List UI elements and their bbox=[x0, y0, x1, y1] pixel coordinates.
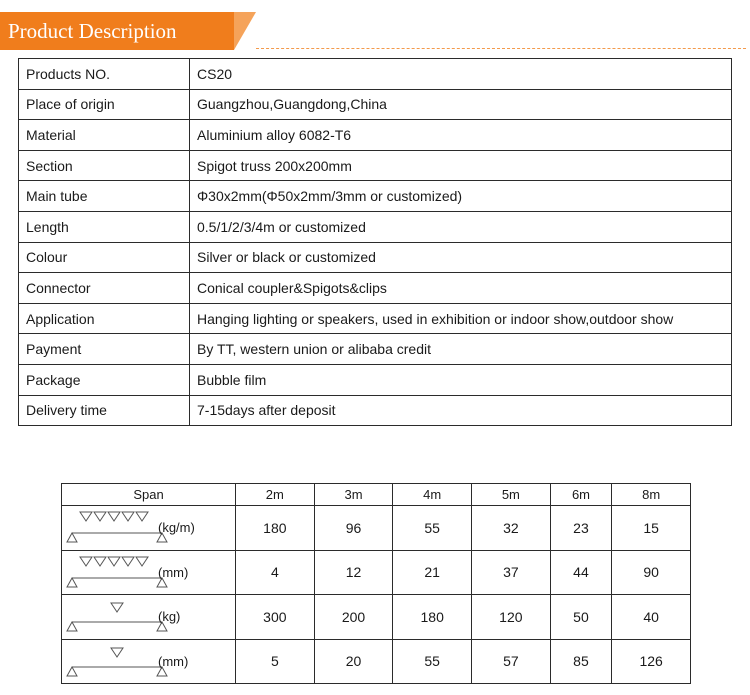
load-value: 180 bbox=[393, 595, 472, 640]
load-row bbox=[62, 550, 691, 595]
spec-label: Main tube bbox=[19, 181, 190, 212]
spec-value: 7-15days after deposit bbox=[190, 395, 732, 426]
load-value: 4 bbox=[236, 550, 315, 595]
span-column-header: 3m bbox=[314, 484, 393, 506]
spec-value: By TT, western union or alibaba credit bbox=[190, 334, 732, 365]
load-value: 85 bbox=[550, 639, 612, 684]
load-value: 5 bbox=[236, 639, 315, 684]
load-unit: (mm) bbox=[158, 564, 189, 580]
load-unit: (mm) bbox=[158, 653, 189, 669]
load-row bbox=[62, 506, 691, 551]
load-unit: (kg) bbox=[158, 609, 181, 624]
spec-row bbox=[19, 150, 732, 181]
spec-row bbox=[19, 334, 732, 365]
spec-value: 0.5/1/2/3/4m or customized bbox=[190, 211, 732, 242]
load-value: 40 bbox=[612, 595, 691, 640]
span-column-header: 6m bbox=[550, 484, 612, 506]
spec-value: Conical coupler&Spigots&clips bbox=[190, 273, 732, 304]
load-value: 90 bbox=[612, 550, 691, 595]
span-header: Span bbox=[62, 484, 236, 506]
spec-label: Package bbox=[19, 364, 190, 395]
spec-label: Length bbox=[19, 211, 190, 242]
span-column-header: 5m bbox=[472, 484, 551, 506]
load-value: 200 bbox=[314, 595, 393, 640]
spec-row bbox=[19, 181, 732, 212]
spec-row bbox=[19, 211, 732, 242]
load-value: 55 bbox=[393, 639, 472, 684]
load-type-cell bbox=[62, 639, 236, 684]
load-row bbox=[62, 639, 691, 684]
load-value: 37 bbox=[472, 550, 551, 595]
spec-label: Section bbox=[19, 150, 190, 181]
load-header-row bbox=[62, 484, 691, 506]
load-value: 57 bbox=[472, 639, 551, 684]
load-value: 21 bbox=[393, 550, 472, 595]
spec-table bbox=[18, 58, 732, 426]
section-header bbox=[0, 0, 750, 58]
spec-value: Spigot truss 200x200mm bbox=[190, 150, 732, 181]
load-type-cell bbox=[62, 595, 236, 640]
spec-value: Φ30x2mm(Φ50x2mm/3mm or customized) bbox=[190, 181, 732, 212]
load-value: 50 bbox=[550, 595, 612, 640]
load-value: 126 bbox=[612, 639, 691, 684]
spec-value: Silver or black or customized bbox=[190, 242, 732, 273]
load-unit: (kg/m) bbox=[158, 520, 195, 535]
spec-row bbox=[19, 273, 732, 304]
load-value: 120 bbox=[472, 595, 551, 640]
load-value: 12 bbox=[314, 550, 393, 595]
spec-label: Colour bbox=[19, 242, 190, 273]
spec-row bbox=[19, 364, 732, 395]
spec-label: Products NO. bbox=[19, 59, 190, 90]
spec-value: Hanging lighting or speakers, used in exhibition or indoor show,outdoor show bbox=[190, 303, 732, 334]
load-table bbox=[61, 483, 691, 684]
load-value: 180 bbox=[236, 506, 315, 551]
span-column-header: 8m bbox=[612, 484, 691, 506]
load-value: 44 bbox=[550, 550, 612, 595]
load-type-cell bbox=[62, 550, 236, 595]
spec-label: Material bbox=[19, 120, 190, 151]
spec-row bbox=[19, 120, 732, 151]
spec-row bbox=[19, 395, 732, 426]
spec-row bbox=[19, 89, 732, 120]
load-value: 23 bbox=[550, 506, 612, 551]
header-divider bbox=[256, 48, 746, 49]
load-value: 15 bbox=[612, 506, 691, 551]
load-value: 300 bbox=[236, 595, 315, 640]
spec-value: CS20 bbox=[190, 59, 732, 90]
section-title: Product Description bbox=[0, 12, 234, 50]
load-row bbox=[62, 595, 691, 640]
spec-label: Place of origin bbox=[19, 89, 190, 120]
load-value: 32 bbox=[472, 506, 551, 551]
load-type-cell bbox=[62, 506, 236, 551]
spec-row bbox=[19, 59, 732, 90]
load-value: 96 bbox=[314, 506, 393, 551]
load-value: 20 bbox=[314, 639, 393, 684]
spec-label: Connector bbox=[19, 273, 190, 304]
span-column-header: 2m bbox=[236, 484, 315, 506]
spec-value: Aluminium alloy 6082-T6 bbox=[190, 120, 732, 151]
spec-label: Payment bbox=[19, 334, 190, 365]
spec-row bbox=[19, 242, 732, 273]
span-column-header: 4m bbox=[393, 484, 472, 506]
spec-value: Bubble film bbox=[190, 364, 732, 395]
spec-value: Guangzhou,Guangdong,China bbox=[190, 89, 732, 120]
spec-row bbox=[19, 303, 732, 334]
spec-label: Application bbox=[19, 303, 190, 334]
load-value: 55 bbox=[393, 506, 472, 551]
spec-label: Delivery time bbox=[19, 395, 190, 426]
section-title-tail bbox=[234, 12, 256, 50]
